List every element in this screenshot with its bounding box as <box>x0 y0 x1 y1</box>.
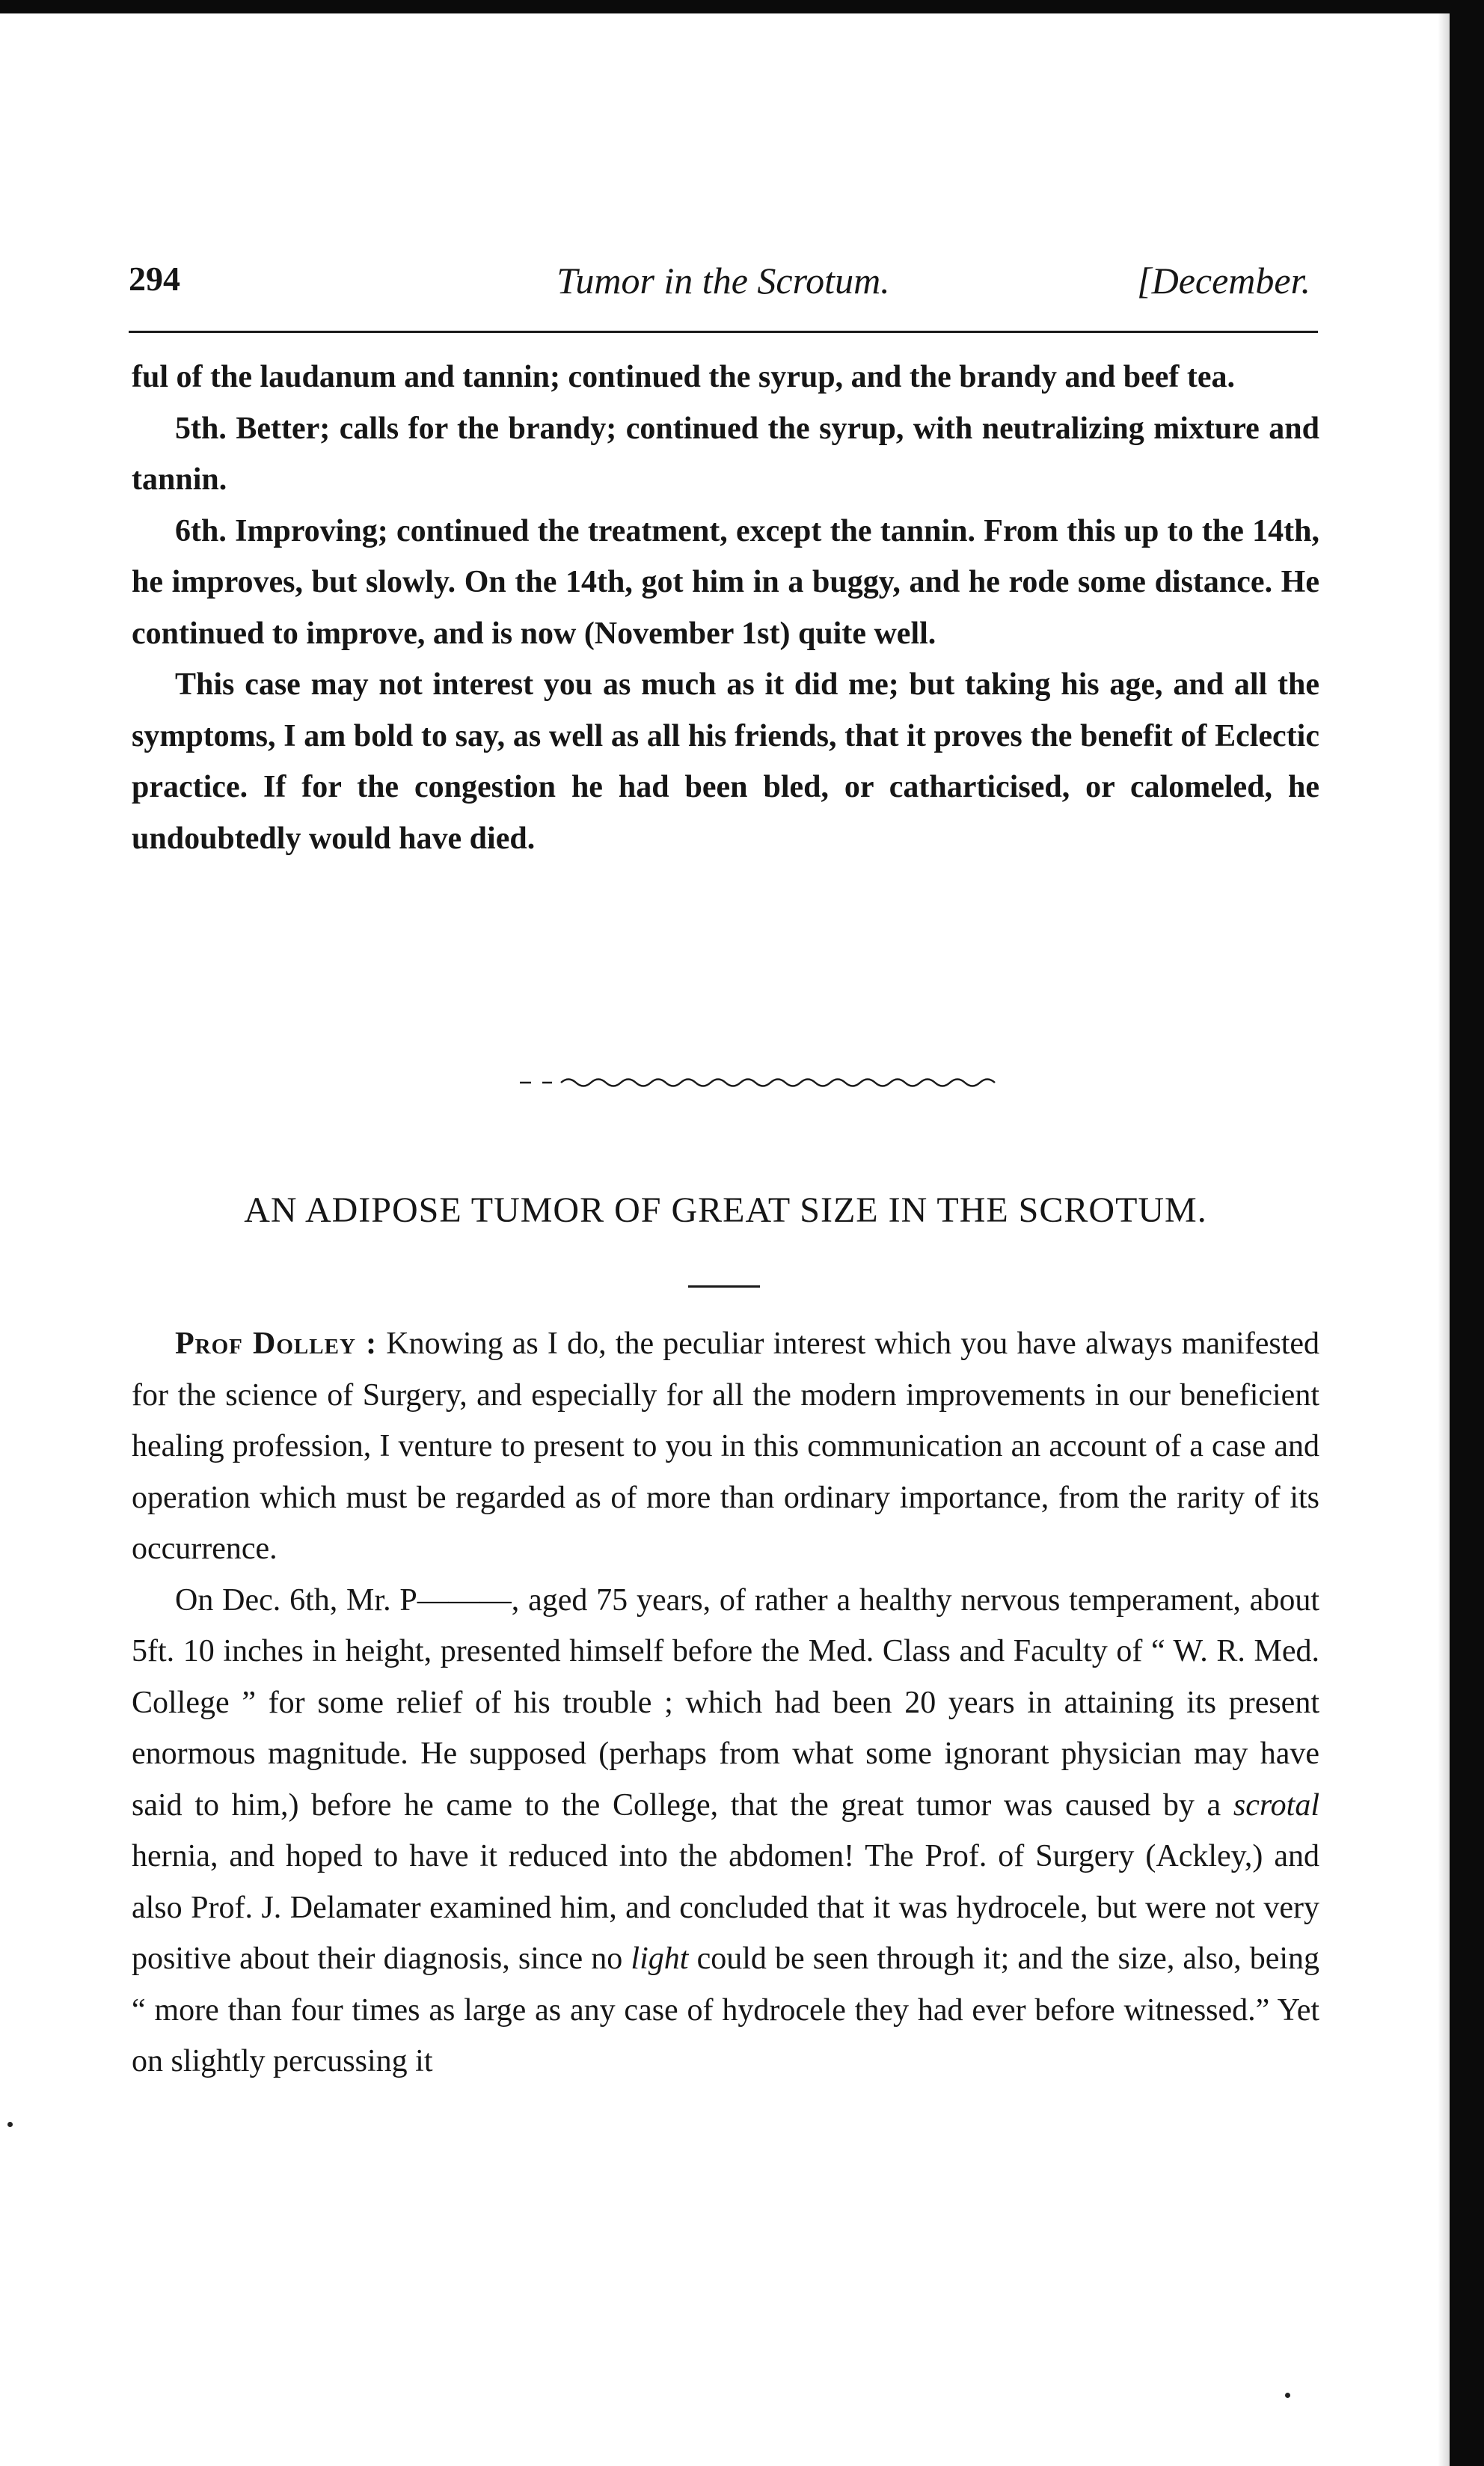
paragraph-text: hernia, and hoped to have it reduced into the abdomen! The Prof. of Surgery (Ackley,) and also Prof. J. Delamater examined him, and concluded that it was hydrocele, but were not very positive about their diagnosis, since no <box>132 1839 1319 1976</box>
paragraph: 6th. Improving; continued the treatment, except the tannin. From this up to the 14th, he improves, but slowly. On the 14th, got him in a buggy, and he rode some distance. He continued to improve, and is now (November 1st) quite well. <box>132 513 1319 651</box>
page-right-edge <box>1450 0 1484 2466</box>
margin-speck <box>7 2122 13 2127</box>
header-rule <box>129 331 1318 333</box>
emphasis: scrotal <box>1233 1787 1319 1823</box>
previous-article-text <box>132 352 1319 864</box>
running-title: Tumor in the Scrotum. <box>556 260 890 302</box>
running-header <box>129 253 1318 313</box>
paragraph <box>132 1318 1319 1575</box>
paragraph: 5th. Better; calls for the brandy; continued the syrup, with neutralizing mixture and tannin. <box>132 411 1319 497</box>
page-gutter-shadow <box>1438 13 1450 2466</box>
running-month: [December. <box>1137 260 1310 302</box>
page-top-edge <box>0 0 1484 13</box>
salutation: Prof Dolley : <box>175 1327 378 1361</box>
paragraph: This case may not interest you as much as it did me; but taking his age, and all the symptoms, I am bold to say, as well as all his friends, that it proves the benefit of Eclectic practice. If for the congestion he had been bled, or catharticised, or calomeled, he undoubtedly would have died. <box>132 667 1319 856</box>
paragraph <box>132 1575 1319 2087</box>
title-rule <box>688 1285 760 1288</box>
paragraph-text: On Dec. 6th, Mr. P———, aged 75 years, of rather a healthy nervous temperament, about 5ft. 10 inches in height, presented himself before the Med. Class and Faculty of “ W. R. Med. College ” for some relief of his trouble ; which had been 20 years in attaining its present enormous magnitude. He supposed (perhaps from what some ignorant physician may have said to him,) before he came to the College, that the great tumor was caused by a <box>132 1582 1319 1823</box>
page-number: 294 <box>129 260 180 298</box>
margin-speck <box>1285 2393 1290 2398</box>
section-divider-ornament <box>516 1071 1002 1094</box>
article-title: AN ADIPOSE TUMOR OF GREAT SIZE IN THE SCROTUM. <box>244 1190 1207 1230</box>
paragraph-text: could be seen through it; and the size, also, being “ more than four times as large as any case of hydrocele they had ever before witnessed.” Yet on slightly percussing it <box>132 1942 1320 2078</box>
paragraph-text: Knowing as I do, the peculiar interest which you have always manifested for the science of Surgery, and especially for all the modern improvements in our beneficient healing profession, I venture to present to you in this communication an account of a case and operation which must be regarded as of more than ordinary importance, from the rarity of its occurrence. <box>132 1327 1320 1566</box>
paragraph: ful of the laudanum and tannin; continued the syrup, and the brandy and beef tea. <box>132 360 1235 394</box>
article-text <box>132 1318 1319 2087</box>
emphasis: light <box>631 1942 689 1976</box>
